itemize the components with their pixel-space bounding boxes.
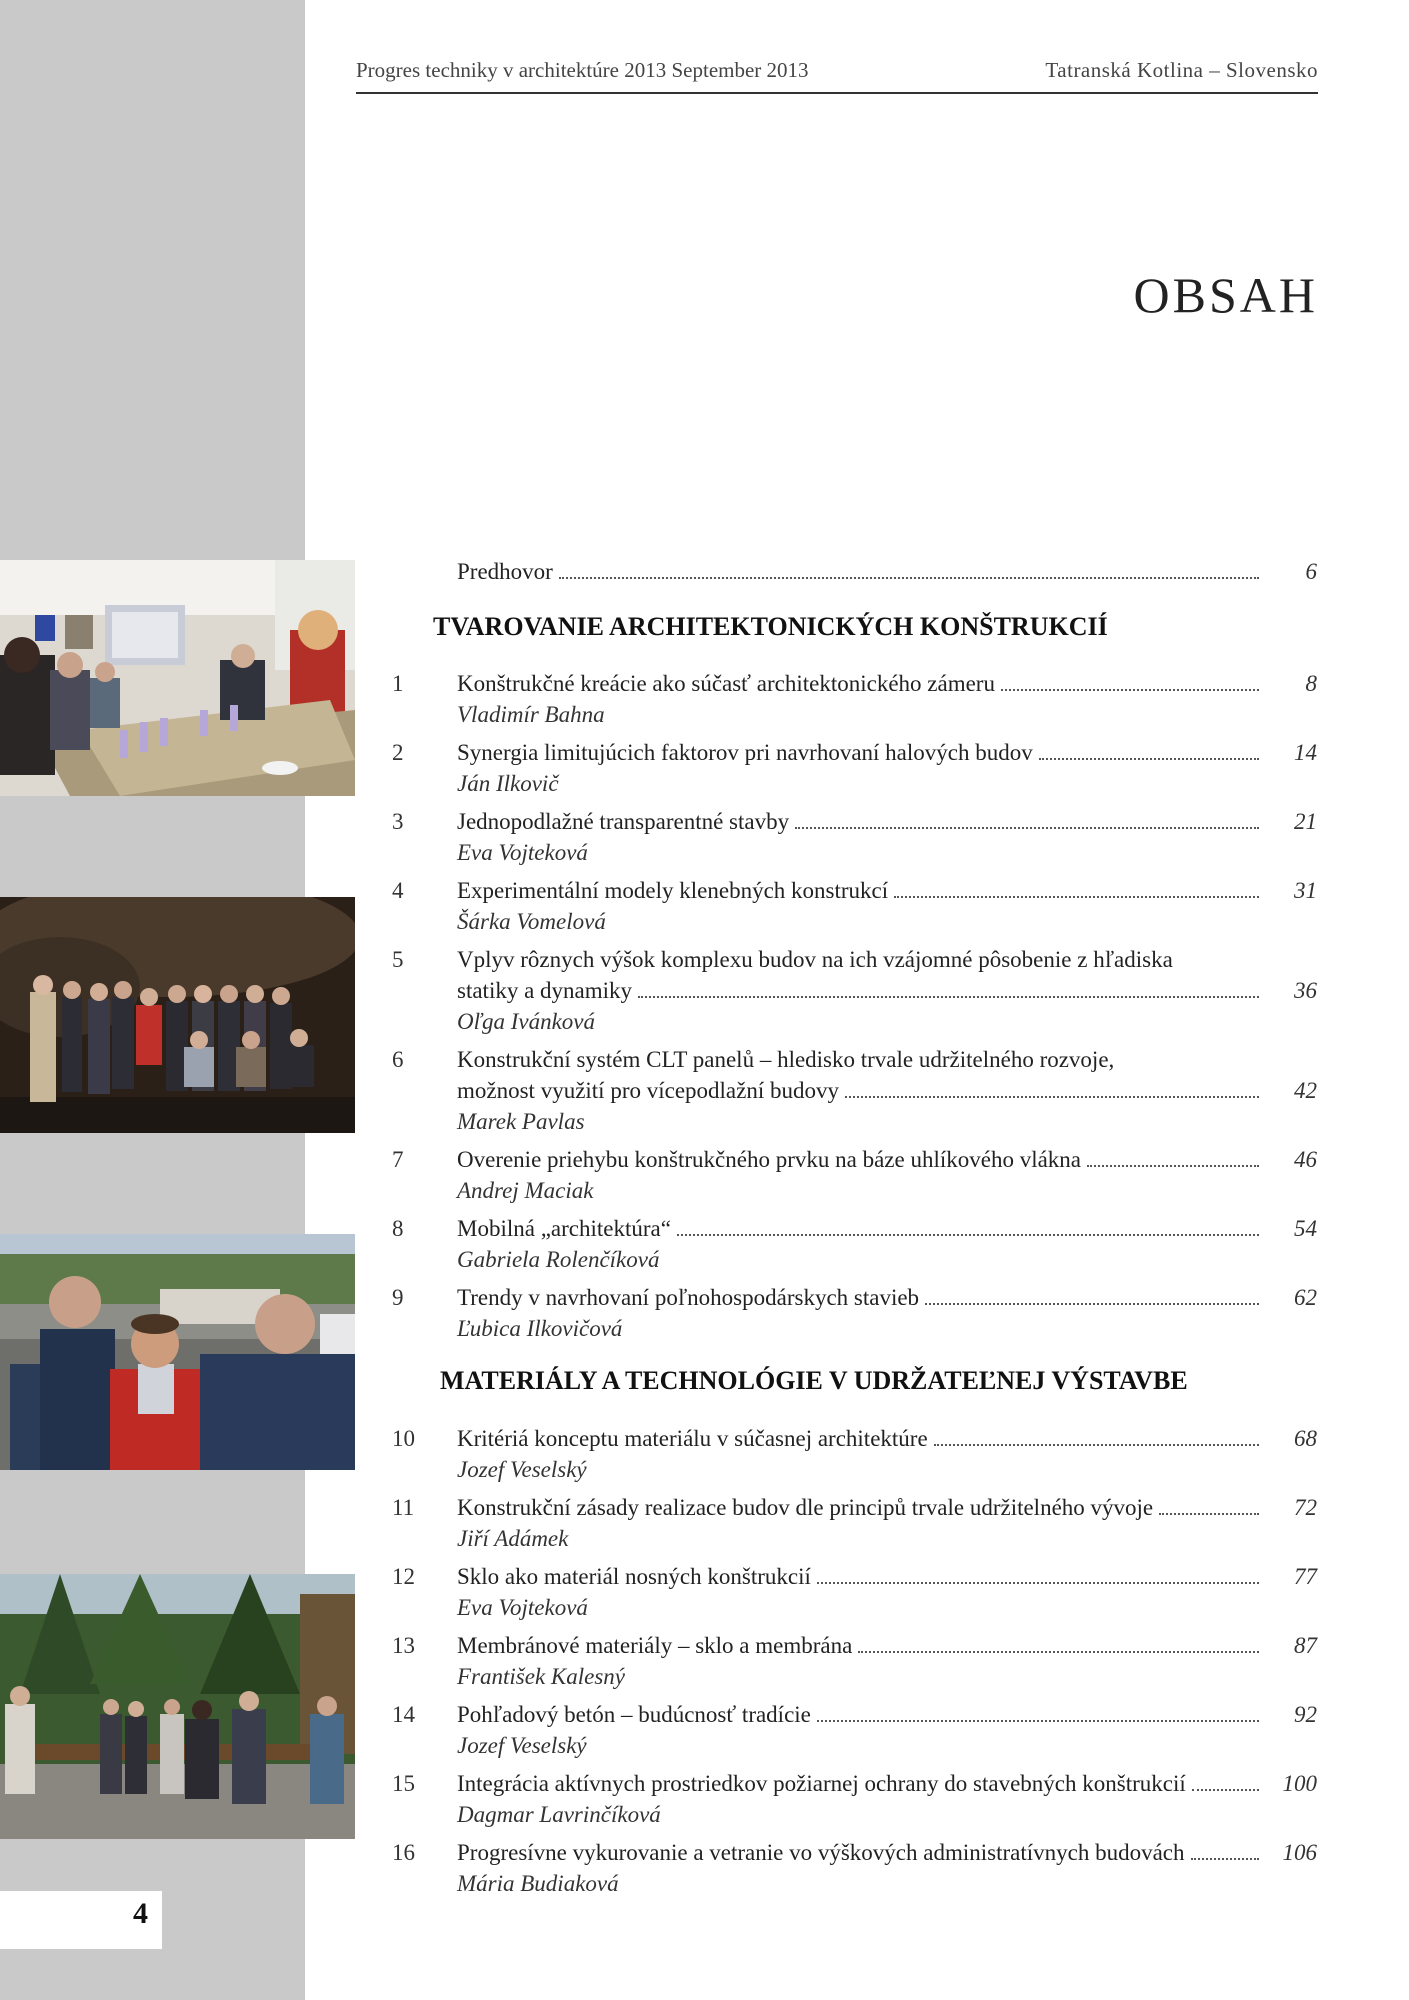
toc-entry-page: 54 <box>1294 1216 1317 1241</box>
toc-entry-page: 21 <box>1294 809 1317 834</box>
section-title: MATERIÁLY A TECHNOLÓGIE V UDRŽATEĽNEJ VÝSTAVBE <box>440 1366 1188 1395</box>
toc-entry-number: 7 <box>392 1147 404 1172</box>
toc-entry-number: 10 <box>392 1426 415 1451</box>
toc-entry-page: 14 <box>1294 740 1317 765</box>
toc-entry-number: 13 <box>392 1633 415 1658</box>
toc-entry-author: Gabriela Rolenčíková <box>457 1247 660 1272</box>
page-title: OBSAH <box>1133 267 1318 323</box>
toc-entry-title: Konštrukčné kreácie ako súčasť architektonického zámeru <box>457 671 995 696</box>
page-number: 4 <box>133 1897 148 1930</box>
toc-entry-page: 87 <box>1294 1633 1317 1658</box>
toc-entry-page: 100 <box>1282 1771 1317 1796</box>
section-title: TVAROVANIE ARCHITEKTONICKÝCH KONŠTRUKCIÍ <box>433 612 1108 641</box>
toc-entry-number: 6 <box>392 1047 404 1072</box>
toc-entry-page: 36 <box>1294 978 1317 1003</box>
toc-entry-page: 46 <box>1294 1147 1317 1172</box>
toc-entry-author: Jiří Adámek <box>457 1526 569 1551</box>
toc-entry-number: 14 <box>392 1702 415 1727</box>
toc-entry-author: Jozef Veselský <box>457 1733 587 1758</box>
toc-entry-page: 62 <box>1294 1285 1317 1310</box>
toc-entry-author: František Kalesný <box>457 1664 625 1689</box>
toc-entry-number: 8 <box>392 1216 404 1241</box>
toc-entry-title: Predhovor <box>457 559 553 584</box>
toc-entry-number: 1 <box>392 671 404 696</box>
toc-entry-number: 9 <box>392 1285 404 1310</box>
photo-forest-group <box>0 1574 355 1839</box>
toc-entry-author: Eva Vojteková <box>457 840 588 865</box>
toc-entry-title: Trendy v navrhovaní poľnohospodárskych stavieb <box>457 1285 920 1310</box>
photo-meeting <box>0 560 355 796</box>
toc-entry-number: 2 <box>392 740 404 765</box>
toc-entry-page: 92 <box>1294 1702 1317 1727</box>
toc-entry-number: 12 <box>392 1564 415 1589</box>
toc-entry-page: 42 <box>1294 1078 1317 1103</box>
header-left: Progres techniky v architektúre 2013 September 2013 <box>356 58 809 82</box>
running-header <box>356 58 1318 94</box>
toc-entry-title: možnost využití pro vícepodlažní budovy <box>457 1078 839 1103</box>
toc-entry-page: 68 <box>1294 1426 1317 1451</box>
toc-entry-title: Vplyv rôznych výšok komplexu budov na ich vzájomné pôsobenie z hľadiska <box>457 947 1173 972</box>
toc-entry-author: Ľubica Ilkovičová <box>457 1316 623 1341</box>
toc-entry-title: Integrácia aktívnych prostriedkov požiarnej ochrany do stavebných konštrukcií <box>457 1771 1186 1796</box>
photo-outdoor-men <box>0 1234 355 1470</box>
toc-entry-title: Synergia limitujúcich faktorov pri navrhovaní halových budov <box>457 740 1033 765</box>
toc-entry-title: Konstrukční systém CLT panelů – hledisko trvale udržitelného rozvoje, <box>457 1047 1115 1072</box>
page-number-box <box>0 1891 162 1949</box>
toc-entry-author: Dagmar Lavrinčíková <box>457 1802 661 1827</box>
toc-entry-number: 15 <box>392 1771 415 1796</box>
toc-entry-author: Andrej Maciak <box>457 1178 594 1203</box>
toc-entry-author: Vladimír Bahna <box>457 702 605 727</box>
toc-entry-number: 3 <box>392 809 404 834</box>
toc-entry-number: 11 <box>392 1495 415 1520</box>
toc-entry-page: 106 <box>1282 1840 1317 1865</box>
toc-entry-page: 77 <box>1294 1564 1317 1589</box>
toc-entry-page: 31 <box>1294 878 1317 903</box>
toc-entry-author: Oľga Ivánková <box>457 1009 596 1034</box>
toc-entry-author: Eva Vojteková <box>457 1595 588 1620</box>
toc-entry-number: 5 <box>392 947 404 972</box>
photo-group-cave <box>0 897 355 1133</box>
toc-entry-page: 6 <box>1305 559 1317 584</box>
toc-entry-title: Jednopodlažné transparentné stavby <box>457 809 790 834</box>
toc-entry-author: Šárka Vomelová <box>457 909 606 934</box>
toc-entry-author: Ján Ilkovič <box>457 771 559 796</box>
header-right: Tatranská Kotlina – Slovensko <box>1045 58 1318 82</box>
toc-entry-page: 72 <box>1294 1495 1317 1520</box>
toc-entry-title: Pohľadový betón – budúcnosť tradície <box>457 1702 811 1727</box>
toc-entry-page: 8 <box>1305 671 1317 696</box>
toc-entry-title: Overenie priehybu konštrukčného prvku na báze uhlíkového vlákna <box>457 1147 1081 1172</box>
toc-entry-author: Marek Pavlas <box>457 1109 585 1134</box>
toc-entry-title: Mobilná „architektúra“ <box>457 1216 671 1241</box>
toc-entry-author: Jozef Veselský <box>457 1457 587 1482</box>
toc-entry-title: Sklo ako materiál nosných konštrukcií <box>457 1564 811 1589</box>
toc-entry-title: Konstrukční zásady realizace budov dle principů trvale udržitelného vývoje <box>457 1495 1154 1520</box>
toc-entry-title: Experimentální modely klenebných konstrukcí <box>457 878 889 903</box>
toc-entry-number: 16 <box>392 1840 415 1865</box>
toc-entry-title: Progresívne vykurovanie a vetranie vo výškových administratívnych budovách <box>457 1840 1185 1865</box>
toc-entry-title: statiky a dynamiky <box>457 978 633 1003</box>
toc-entry-author: Mária Budiaková <box>457 1871 619 1896</box>
toc-entry-title: Kritériá konceptu materiálu v súčasnej architektúre <box>457 1426 928 1451</box>
toc-entry-title: Membránové materiály – sklo a membrána <box>457 1633 853 1658</box>
toc-entry-number: 4 <box>392 878 404 903</box>
